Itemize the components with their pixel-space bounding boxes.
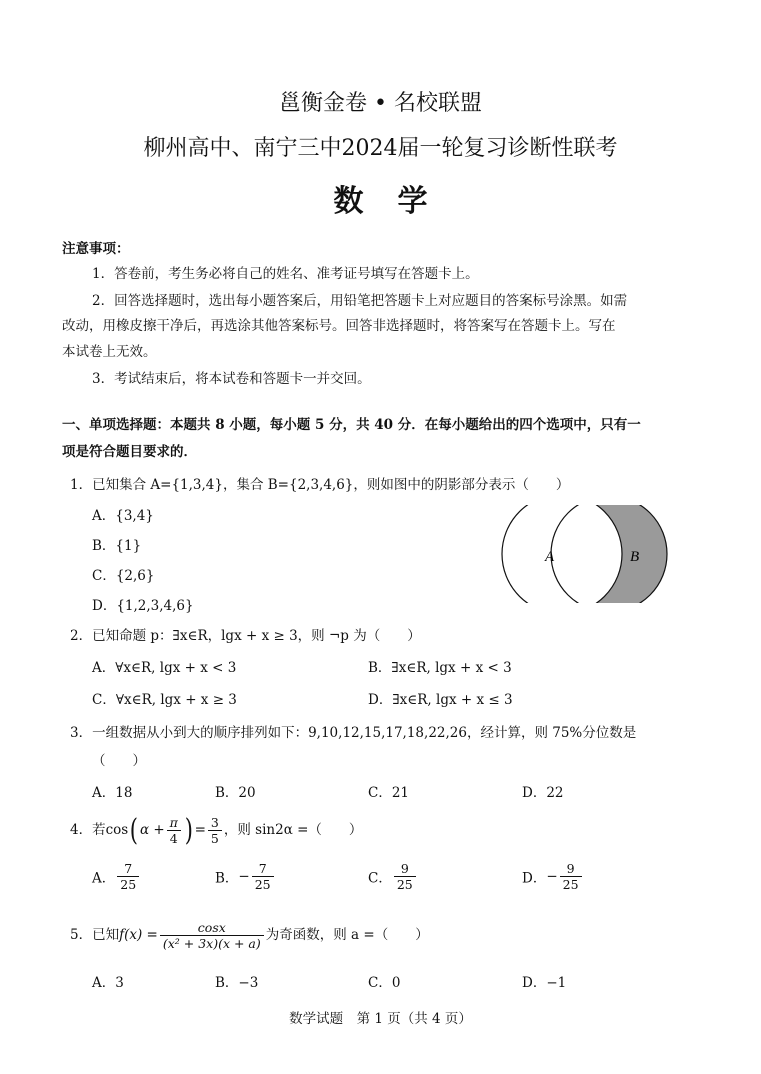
venn-label-a: A <box>545 549 555 565</box>
q3-option-a: A．18 <box>92 785 133 801</box>
q4-option-a-label: A． <box>92 870 116 887</box>
q4-d-minus: − <box>546 868 558 885</box>
q4-b-num: 7 <box>252 862 274 877</box>
venn-label-b: B <box>630 549 640 565</box>
q4-paren-right: ) <box>184 812 193 848</box>
notice-item-3: 3．考试结束后，将本试卷和答题卡一并交回。 <box>92 371 371 387</box>
q4-option-c-label: C． <box>368 870 392 887</box>
exam-series: 邕衡金卷 • 名校联盟 <box>279 91 482 116</box>
q4-option-c-fraction <box>394 862 416 891</box>
q5-fraction <box>160 921 264 950</box>
q5-prefix: 5．已知 <box>70 927 120 943</box>
q5-suffix: 为奇函数，则 a =（ ） <box>265 927 429 943</box>
q5-option-d: D．−1 <box>522 975 567 991</box>
q4-c-num: 9 <box>394 862 416 877</box>
q4-suffix: ，则 sin2α =（ ） <box>223 822 363 838</box>
q3-option-d: D．22 <box>522 785 564 801</box>
q5-option-a: A．3 <box>92 975 124 991</box>
q4-option-d-label: D． <box>522 870 547 887</box>
q4-b-den: 25 <box>254 877 271 893</box>
q4-cos: cos <box>105 822 129 838</box>
q4-pi: π <box>167 816 181 831</box>
q4-four: 4 <box>169 831 178 846</box>
q4-stem <box>70 810 362 850</box>
q4-five: 5 <box>210 831 219 846</box>
notice-item-1: 1．答卷前，考生务必将自己的姓名、准考证号填写在答题卡上。 <box>92 266 479 282</box>
notice-item-2-line-2: 改动，用橡皮擦干净后，再选涂其他答案标号。回答非选择题时，将答案写在答题卡上。写在 <box>62 318 616 334</box>
q1-stem: 1．已知集合 A={1,3,4}，集合 B={2,3,4,6}，则如图中的阴影部分表示（ ） <box>70 477 570 493</box>
q2-stem: 2．已知命题 p：∃x∈R，lgx + x ≥ 3，则 ¬p 为（ ） <box>70 628 421 644</box>
q4-a-num: 7 <box>117 862 139 877</box>
q4-alpha-plus: α + <box>139 822 165 838</box>
q5-stem <box>70 915 429 955</box>
notice-item-2-line-1: 2．回答选择题时，选出每小题答案后，用铅笔把答题卡上对应题目的答案标号涂黑。如需 <box>92 293 628 309</box>
notice-title: 注意事项： <box>62 241 130 257</box>
q5-numerator: cosx <box>160 921 264 936</box>
q4-option-a-fraction <box>117 862 139 891</box>
q4-three-fifths <box>208 816 222 845</box>
q4-option-b <box>215 862 276 891</box>
q4-option-b-label: B． <box>215 870 239 887</box>
q4-option-d-fraction <box>560 862 582 891</box>
q5-option-b: B．−3 <box>215 975 259 991</box>
q5-denominator: (x² + 3x)(x + a) <box>162 936 261 951</box>
q4-c-den: 25 <box>396 877 413 893</box>
q4-option-d <box>522 862 584 891</box>
q4-paren-left: ( <box>129 812 139 848</box>
q4-a-den: 25 <box>120 877 137 893</box>
notice-item-2-line-3: 本试卷上无效。 <box>62 344 157 360</box>
q2-option-d: D．∃x∈R, lgx + x ≤ 3 <box>368 692 513 708</box>
section-1-heading-line-1: 一、单项选择题：本题共 8 小题，每小题 5 分，共 40 分．在每小题给出的四个选项中，只有一 <box>62 417 641 433</box>
q4-three: 3 <box>208 816 222 831</box>
q2-option-a: A．∀x∈R, lgx + x < 3 <box>92 660 237 676</box>
venn-diagram <box>498 505 673 603</box>
q4-equals: = <box>194 822 206 838</box>
q3-option-b: B．20 <box>215 785 256 801</box>
page-footer: 数学试题 第 1 页（共 4 页） <box>289 1011 472 1027</box>
q4-option-a <box>92 862 141 891</box>
q4-option-c <box>368 862 418 891</box>
q4-b-minus: − <box>238 868 250 885</box>
q1-option-a: A．{3,4} <box>92 508 154 524</box>
q3-stem: 3．一组数据从小到大的顺序排列如下：9,10,12,15,17,18,22,26，经计算，则 75%分位数是 <box>70 725 637 741</box>
q3-stem-paren: （ ） <box>92 753 146 769</box>
q2-option-b: B．∃x∈R, lgx + x < 3 <box>368 660 512 676</box>
q4-pi-over-4 <box>167 816 181 845</box>
q4-option-b-fraction <box>252 862 274 891</box>
q5-fx: f(x) = <box>119 927 158 943</box>
section-1-heading-line-2: 项是符合题目要求的． <box>62 444 197 460</box>
q4-d-den: 25 <box>562 877 579 893</box>
q4-prefix: 4．若 <box>70 822 106 838</box>
q4-d-num: 9 <box>560 862 582 877</box>
exam-title: 柳州高中、南宁三中2024届一轮复习诊断性联考 <box>143 136 618 161</box>
q5-option-c: C．0 <box>368 975 401 991</box>
q2-option-c: C．∀x∈R, lgx + x ≥ 3 <box>92 692 237 708</box>
q1-option-d: D．{1,2,3,4,6} <box>92 598 194 614</box>
q1-option-c: C．{2,6} <box>92 568 155 584</box>
q1-option-b: B．{1} <box>92 538 142 554</box>
q3-option-c: C．21 <box>368 785 410 801</box>
subject-title: 数学 <box>333 184 462 219</box>
